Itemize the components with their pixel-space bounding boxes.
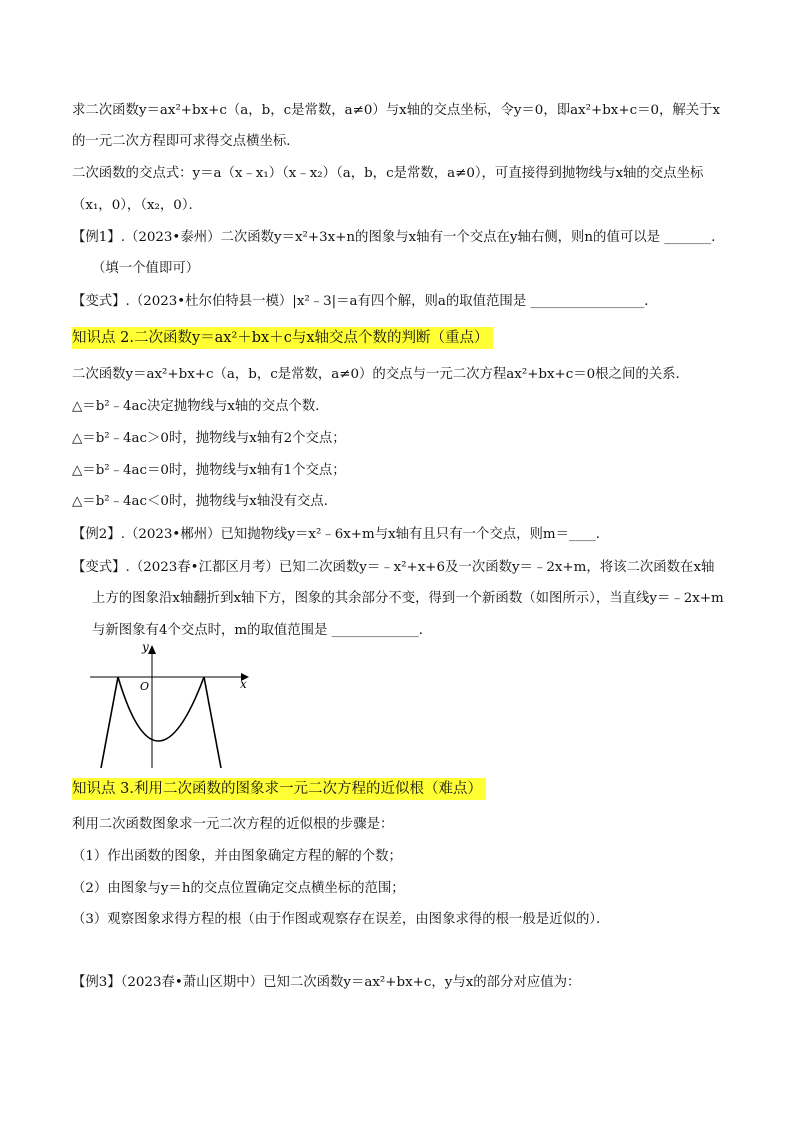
section1-line1: 求二次函数y＝ax²+bx+c（a，b，c是常数，a≠0）与x轴的交点坐标，令y＝0，即ax²+bx+c＝0，解关于x: [72, 103, 721, 118]
section1-line3: 二次函数的交点式：y＝a（x﹣x₁）（x﹣x₂）（a，b，c是常数，a≠0），可直接得到抛物线与x轴的交点坐标: [72, 166, 704, 181]
section1-line4: （x₁，0），（x₂，0）．: [72, 198, 202, 213]
section2-line4: △＝b²﹣4ac＝0时，抛物线与x轴有1个交点；: [72, 463, 346, 478]
section2-line1: 二次函数y＝ax²+bx+c（a，b，c是常数，a≠0）的交点与一元二次方程ax²+bx+c＝0根之间的关系．: [72, 367, 689, 382]
origin-label: O: [140, 680, 150, 693]
variant2-line1: 【变式】.（2023春•江都区月考）已知二次函数y＝﹣x²+x+6及一次函数y＝﹣2x+m，将该二次函数在x轴: [72, 560, 715, 575]
section2-line3: △＝b²﹣4ac＞0时，抛物线与x轴有2个交点；: [72, 431, 346, 446]
example2-line: 【例2】.（2023•郴州）已知抛物线y＝x²﹣6x+m与x轴有且只有一个交点，则m＝____．: [72, 527, 610, 542]
right-branch-curve: [204, 677, 221, 768]
variant2-line3: 与新图象有4个交点时，m的取值范围是 _____________．: [92, 623, 433, 638]
section2-line5: △＝b²﹣4ac＜0时，抛物线与x轴没有交点．: [72, 494, 338, 509]
example1-line1: 【例1】.（2023•泰州）二次函数y＝x²+3x+n的图象与x轴有一个交点在y轴右侧，则n的值可以是 _______.: [72, 230, 716, 245]
section3-line2: （1）作出函数的图象，并由图象确定方程的解的个数；: [72, 849, 402, 864]
x-axis-label: x: [240, 677, 247, 691]
left-branch-curve: [101, 677, 118, 768]
variant1-line: 【变式】.（2023•杜尔伯特县一模）|x²﹣3|＝a有四个解，则a的取值范围是 _________________．: [72, 294, 658, 309]
flipped-parabola-curve: [118, 677, 204, 741]
section3-line1: 利用二次函数图象求一元二次方程的近似根的步骤是：: [72, 817, 394, 832]
section2-line2: △＝b²﹣4ac决定抛物线与x轴的交点个数．: [72, 399, 329, 414]
y-axis-label: y: [142, 640, 149, 654]
section2-heading: 知识点 2.二次函数y＝ax²＋bx＋c与x轴交点个数的判断（重点）: [72, 327, 493, 349]
y-axis-arrow: [148, 645, 156, 654]
section1-line2: 的一元二次方程即可求得交点横坐标．: [72, 134, 300, 149]
section3-heading: 知识点 3.利用二次函数的图象求一元二次方程的近似根（难点）: [72, 778, 486, 800]
section3-line4: （3）观察图象求得方程的根（由于作图或观察存在误差，由图象求得的根一般是近似的）．: [72, 912, 610, 927]
section3-line3: （2）由图象与y＝h的交点位置确定交点横坐标的范围；: [72, 881, 405, 896]
function-graph-figure: [86, 640, 256, 772]
variant2-line2: 上方的图象沿x轴翻折到x轴下方，图象的其余部分不变，得到一个新函数（如图所示），当直线y＝﹣2x+m: [92, 591, 724, 606]
example3-line: 【例3】（2023春•萧山区期中）已知二次函数y＝ax²+bx+c，y与x的部分对应值为：: [72, 975, 581, 990]
example1-line2: （填一个值即可）: [92, 261, 200, 276]
